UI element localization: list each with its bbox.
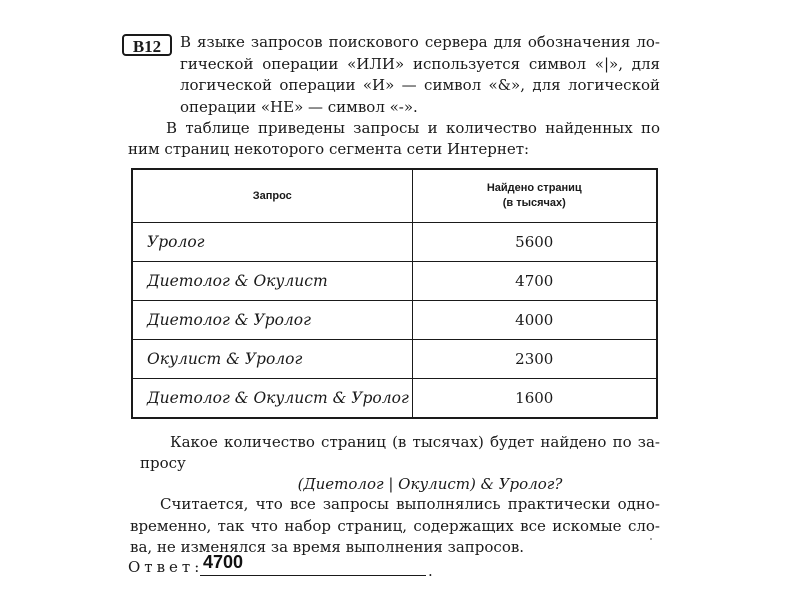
answer-value[interactable]: 4700 (203, 552, 244, 572)
question-line-2: просу (140, 454, 186, 472)
table-intro-paragraph (128, 118, 660, 160)
intro-line-3: логической операции «И» — символ «&», для логической (180, 76, 660, 94)
query-expression: (Диетолог | Окулист) & Уролог? (297, 475, 563, 493)
table-row (132, 262, 657, 301)
query-cell: Уролог (132, 223, 412, 262)
header-found-line-2: (в тысячах) (502, 197, 566, 209)
intro-line-1: В языке запросов поискового сервера для обозначения ло- (180, 33, 660, 51)
task-number-badge: B12 (122, 34, 172, 56)
query-cell: Диетолог & Окулист (132, 262, 412, 301)
intro-line-4: операции «НЕ» — символ «-». (180, 97, 418, 116)
table-intro-line-2: ним страниц некоторого сегмента сети Интернет: (128, 140, 530, 158)
scan-speck (650, 538, 652, 540)
question-paragraph (140, 432, 660, 495)
found-cell: 5600 (412, 223, 657, 262)
table-header-row (132, 169, 657, 223)
question-line-1: Какое количество страниц (в тысячах) будет найдено по за- (170, 433, 660, 451)
note-paragraph (130, 494, 660, 559)
answer-field-underline[interactable] (200, 575, 426, 576)
table-row (132, 340, 657, 379)
table-row (132, 301, 657, 340)
note-line-1: Считается, что все запросы выполнялись практически одно- (160, 495, 660, 513)
found-cell: 2300 (412, 340, 657, 379)
query-cell: Диетолог & Уролог (132, 301, 412, 340)
found-cell: 1600 (412, 379, 657, 419)
header-found-line-1: Найдено страниц (486, 182, 582, 194)
intro-line-2: гической операции «ИЛИ» используется символ «|», для (180, 54, 660, 73)
answer-trailing-dot: . (428, 562, 433, 580)
table-row (132, 379, 657, 419)
note-line-3: ва, не изменялся за время выполнения запросов. (130, 538, 525, 556)
intro-paragraph (180, 32, 660, 118)
answer-label: Ответ: (128, 558, 204, 576)
header-query: Запрос (132, 169, 412, 223)
query-cell: Диетолог & Окулист & Уролог (132, 379, 412, 419)
note-line-2: временно, так что набор страниц, содержащих все искомые сло- (130, 516, 660, 535)
table-row (132, 223, 657, 262)
query-cell: Окулист & Уролог (132, 340, 412, 379)
table-intro-line-1: В таблице приведены запросы и количество найденных по (166, 119, 660, 137)
found-cell: 4000 (412, 301, 657, 340)
found-cell: 4700 (412, 262, 657, 301)
queries-table (131, 168, 658, 419)
header-found (412, 169, 657, 223)
